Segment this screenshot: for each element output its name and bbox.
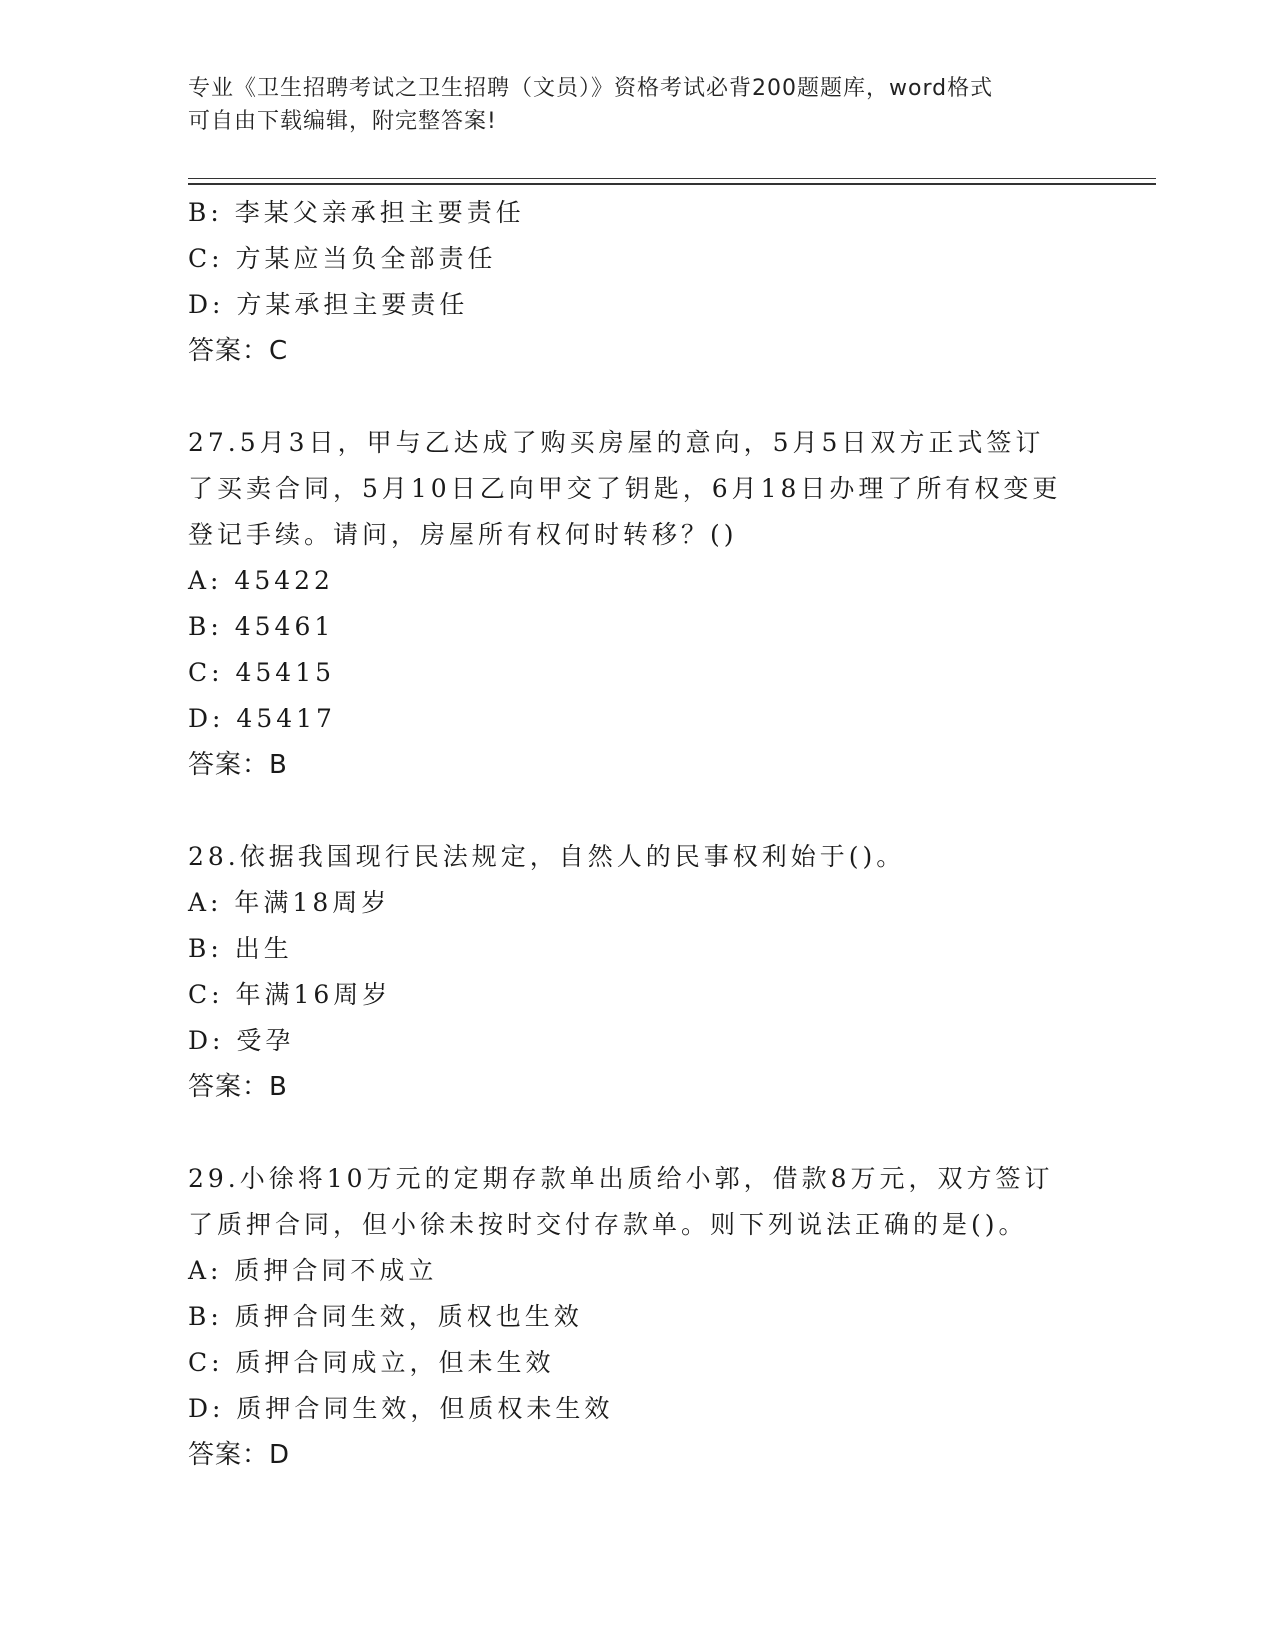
answer-line: 答案：B: [188, 1072, 288, 1102]
question-26: [188, 190, 1088, 374]
answer-line: 答案：B: [188, 750, 288, 780]
option-c: C: 年满16周岁: [188, 980, 392, 1009]
question-stem-line: 了买卖合同，5月10日乙向甲交了钥匙，6月18日办理了所有权变更: [188, 474, 1062, 503]
question-28: [188, 834, 1088, 1110]
question-stem-line: 登记手续。请问，房屋所有权何时转移？(): [188, 520, 738, 549]
option-a: A: 年满18周岁: [188, 888, 391, 917]
question-stem-line: 28.依据我国现行民法规定，自然人的民事权利始于()。: [188, 842, 906, 871]
option-b: B: 45461: [188, 612, 335, 641]
question-stem-line: 29.小徐将10万元的定期存款单出质给小郭，借款8万元，双方签订: [188, 1164, 1054, 1193]
answer-line: 答案：C: [188, 336, 289, 366]
header-divider-thin: [188, 178, 1156, 179]
option-b: B: 李某父亲承担主要责任: [188, 198, 525, 227]
question-29: [188, 1156, 1088, 1478]
option-a: A: 45422: [188, 566, 334, 595]
option-c: C: 45415: [188, 658, 336, 687]
spacer: [188, 374, 1088, 420]
document-header: [188, 72, 1088, 138]
option-b: B: 质押合同生效，质权也生效: [188, 1302, 583, 1331]
option-d: D: 受孕: [188, 1026, 295, 1055]
option-c: C: 方某应当负全部责任: [188, 244, 497, 273]
option-b: B: 出生: [188, 934, 293, 963]
question-stem-line: 27.5月3日，甲与乙达成了购买房屋的意向，5月5日双方正式签订: [188, 428, 1045, 457]
question-27: [188, 420, 1088, 788]
option-d: D: 45417: [188, 704, 336, 733]
option-c: C: 质押合同成立，但未生效: [188, 1348, 555, 1377]
header-divider-thick: [188, 183, 1156, 185]
option-d: D: 质押合同生效，但质权未生效: [188, 1394, 614, 1423]
spacer: [188, 788, 1088, 834]
question-stem-line: 了质押合同，但小徐未按时交付存款单。则下列说法正确的是()。: [188, 1210, 1028, 1239]
spacer: [188, 1110, 1088, 1156]
header-line-1: 专业《卫生招聘考试之卫生招聘（文员）》资格考试必背200题题库，word格式: [188, 76, 994, 101]
header-line-2: 可自由下载编辑，附完整答案!: [188, 109, 497, 134]
option-a: A: 质押合同不成立: [188, 1256, 438, 1285]
option-d: D: 方某承担主要责任: [188, 290, 469, 319]
answer-line: 答案：D: [188, 1440, 291, 1470]
question-list: [188, 190, 1088, 1478]
